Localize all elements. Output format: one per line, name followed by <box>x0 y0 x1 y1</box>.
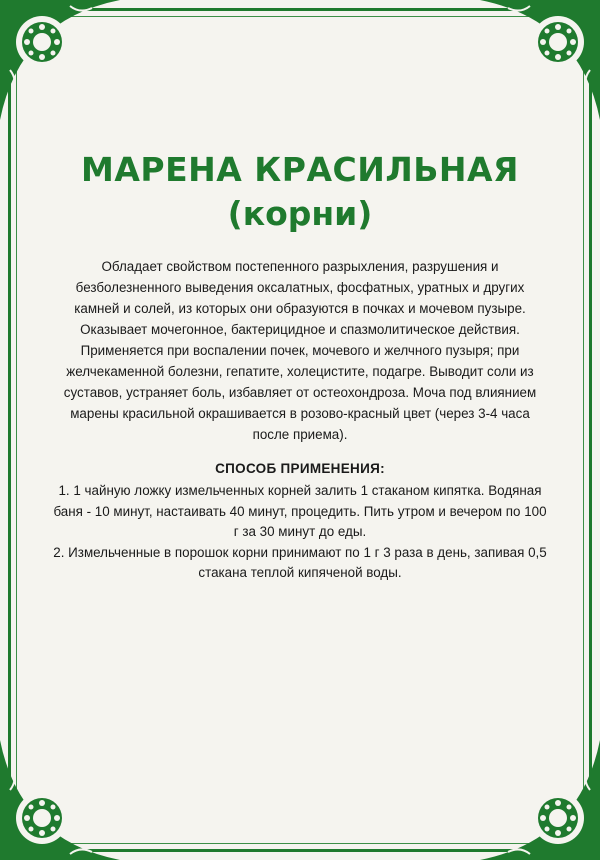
page-title: МАРЕНА КРАСИЛЬНАЯ <box>81 150 519 189</box>
page-subtitle: (корни) <box>227 194 373 233</box>
description-text: Обладает свойством постепенного разрыхления, разрушения и безболезненного выведения оксалатных, фосфатных, уратных и других камней и солей, из которых они образуются в почках и мочевом пузыре. Оказывает мочегонное, бактерицидное и спазмолитическое действия. Применяется при воспалении почек, мочевого и желчного пузыря; при желчекаменной болезни, гепатите, холецистите, подагре. Выводит соли из суставов, устраняет боль, избавляет от остеохондроза. Моча под влиянием марены красильной окрашивается в розово-красный цвет (через 3-4 часа после приема). <box>63 259 537 442</box>
method-steps <box>52 481 548 584</box>
method-heading: СПОСОБ ПРИМЕНЕНИЯ: <box>215 461 385 476</box>
floral-ornament-icon <box>0 740 120 860</box>
floral-ornament-icon <box>0 0 120 120</box>
method-step: 1. 1 чайную ложку измельченных корней залить 1 стаканом кипятка. Водяная баня - 10 минут, настаивать 40 минут, процедить. Пить утром и вечером по 100 г за 30 минут до еды. <box>53 483 547 539</box>
method-step: 2. Измельченные в порошок корни принимают по 1 г 3 раза в день, запивая 0,5 стакана теплой кипяченой воды. <box>53 544 547 580</box>
card-content <box>52 148 548 584</box>
floral-ornament-icon <box>480 740 600 860</box>
floral-ornament-icon <box>480 0 600 120</box>
